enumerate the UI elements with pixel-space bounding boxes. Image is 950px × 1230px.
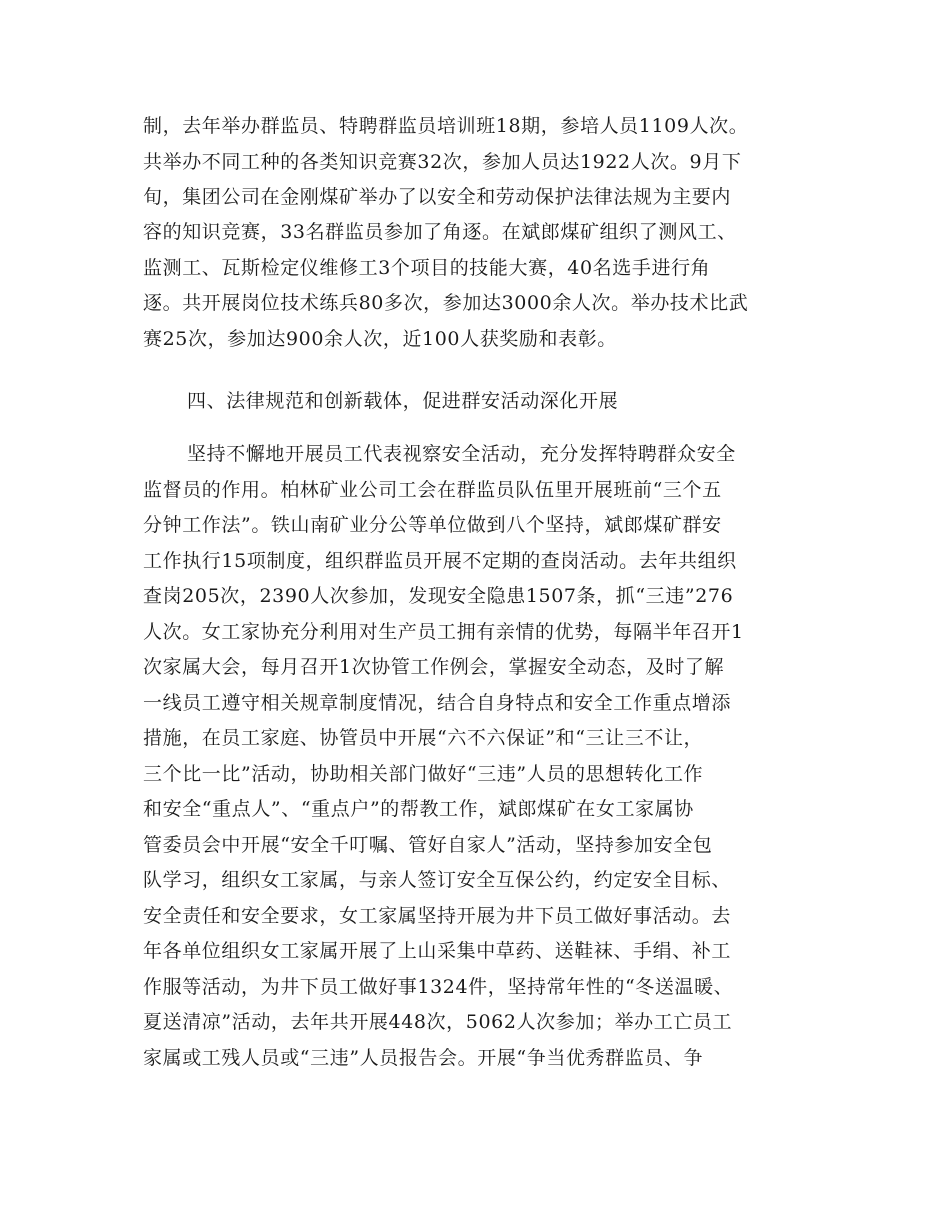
text-line: 三个比一比”活动，协助相关部门做好“三违”人员的思想转化工作 [143,763,704,785]
text-line: 监测工、瓦斯检定仪维修工3个项目的技能大赛，40名选手进行角 [143,257,711,279]
text-line: 制，去年举办群监员、特聘群监员培训班18期，参培人员1109人次。 [143,115,749,137]
text-line: 年各单位组织女工家属开展了上山采集中草药、送鞋袜、手绢、补工 [143,940,732,962]
text-line: 共举办不同工种的各类知识竞赛32次，参加人员达1922人次。9月下 [143,151,742,173]
text-line: 一线员工遵守相关规章制度情况，结合自身特点和安全工作重点增添 [143,692,732,714]
text-line: 坚持不懈地开展员工代表视察安全活动，充分发挥特聘群众安全 [187,443,736,465]
text-line: 措施，在员工家庭、协管员中开展“六不六保证”和“三让三不让， [143,727,704,749]
text-line: 赛25次，参加达900余人次，近100人获奖励和表彰。 [143,328,617,350]
text-line: 家属或工残人员或“三违”人员报告会。开展“争当优秀群监员、争 [143,1047,704,1069]
text-line: 查岗205次，2390人次参加，发现安全隐患1507条，抓“三违”276 [143,585,734,607]
text-line: 分钟工作法”。铁山南矿业分公等单位做到八个坚持，斌郎煤矿群安 [143,514,722,536]
text-line: 人次。女工家协充分利用对生产员工拥有亲情的优势，每隔半年召开1 [143,621,744,643]
text-line: 逐。共开展岗位技术练兵80多次，参加达3000余人次。举办技术比武 [143,292,749,314]
text-line: 管委员会中开展“安全千叮嘱、管好自家人”活动，坚持参加安全包 [143,834,713,856]
text-line: 旬，集团公司在金刚煤矿举办了以安全和劳动保护法律法规为主要内 [143,186,732,208]
text-line: 队学习，组织女工家属，与亲人签订安全互保公约，约定安全目标、 [143,869,732,891]
text-line: 和安全“重点人”、“重点户”的帮教工作，斌郎煤矿在女工家属协 [143,798,694,820]
text-line: 作服等活动，为井下员工做好事1324件，坚持常年性的“冬送温暖、 [143,976,734,998]
text-line: 监督员的作用。柏林矿业公司工会在群监员队伍里开展班前“三个五 [143,479,722,501]
text-line: 容的知识竞赛，33名群监员参加了角逐。在斌郎煤矿组织了测风工、 [143,221,737,243]
text-line: 夏送清凉”活动，去年共开展448次，5062人次参加；举办工亡员工 [143,1011,733,1033]
section-heading: 四、法律规范和创新载体，促进群安活动深化开展 [187,390,619,412]
text-line: 工作执行15项制度，组织群监员开展不定期的查岗活动。去年共组织 [143,550,737,572]
text-line: 次家属大会，每月召开1次协管工作例会，掌握安全动态，及时了解 [143,656,725,678]
text-line: 安全责任和安全要求，女工家属坚持开展为井下员工做好事活动。去 [143,905,732,927]
